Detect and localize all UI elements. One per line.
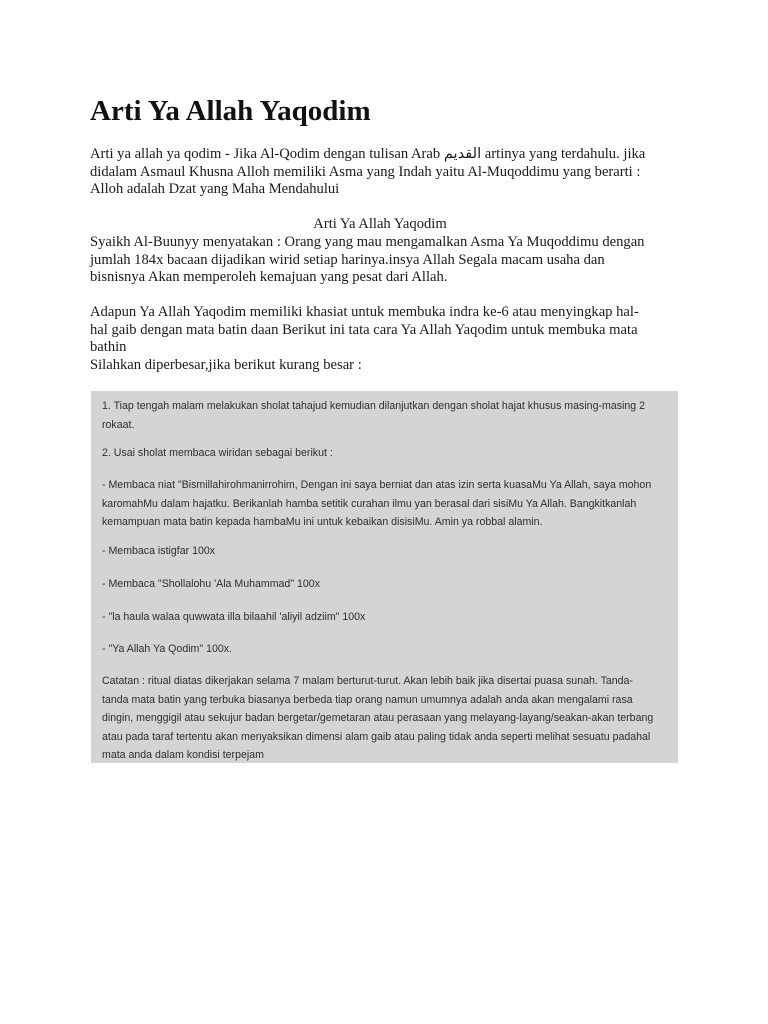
panel-line: - Membaca "Shollalohu 'Ala Muhammad" 100x <box>102 578 320 590</box>
page-title: Arti Ya Allah Yaqodim <box>90 95 371 127</box>
catatan-note <box>102 672 653 763</box>
paragraph-khasiat <box>90 304 690 374</box>
panel-line: - Membaca niat "Bismillahirohmanirrohim, Dengan ini saya berniat dan atas izin serta kuasaMu Ya Allah, saya mohon <box>102 479 652 491</box>
instructions-image-panel <box>91 391 678 763</box>
intro-line: didalam Asmaul Khusna Alloh memiliki Asma yang Indah yaitu Al-Muqoddimu yang berarti : <box>90 163 641 180</box>
panel-line: 1. Tiap tengah malam melakukan sholat tahajud kemudian dilanjutkan dengan sholat hajat khusus masing-masing 2 <box>102 400 645 412</box>
paragraph-buunyy <box>90 234 690 287</box>
panel-line: 2. Usai sholat membaca wiridan sebagai berikut : <box>102 447 333 459</box>
yaqodim-item <box>102 640 232 659</box>
panel-line: atau pada taraf tertentu akan menyaksikan dimensi alam gaib atau paling tidak anda seperti melihat sesuatu padahal <box>102 730 651 743</box>
panel-line: - "la haula walaa quwwata illa bilaahil 'aliyil adziim" 100x <box>102 611 366 623</box>
paragraph-line: Syaikh Al-Buunyy menyatakan : Orang yang mau mengamalkan Asma Ya Muqoddimu dengan <box>90 234 645 250</box>
paragraph-line: bathin <box>90 339 127 355</box>
niat-prayer <box>102 476 651 532</box>
panel-line: - Membaca istigfar 100x <box>102 545 216 557</box>
panel-line: Catatan : ritual diatas dikerjakan selama 7 malam berturut-turut. Akan lebih baik jika disertai puasa sunah. Tanda- <box>102 675 633 687</box>
step-1 <box>102 397 645 434</box>
hauqolah-item <box>102 608 365 627</box>
panel-line: dingin, menggigil atau sekujur badan bergetar/gemetaran atau perasaan yang melayang-layang/seakan-akan terbang <box>102 712 654 724</box>
panel-line: rokaat. <box>102 418 135 431</box>
paragraph-line: Silahkan diperbesar,jika berikut kurang besar : <box>90 356 362 373</box>
panel-line: - "Ya Allah Ya Qodim" 100x. <box>102 643 233 655</box>
intro-line: Alloh adalah Dzat yang Maha Mendahului <box>90 181 340 197</box>
intro-paragraph <box>90 146 690 199</box>
panel-line: tanda mata batin yang terbuka biasanya berbeda tiap orang namun umumnya adalah anda akan mengalami rasa <box>102 693 633 706</box>
panel-line: mata anda dalam kondisi terpejam <box>102 749 264 761</box>
paragraph-line: Adapun Ya Allah Yaqodim memiliki khasiat untuk membuka indra ke-6 atau menyingkap hal- <box>90 304 639 320</box>
center-heading: Arti Ya Allah Yaqodim <box>313 216 447 232</box>
istigfar-item <box>102 542 215 561</box>
sholawat-item <box>102 575 320 594</box>
paragraph-line: jumlah 184x bacaan dijadikan wirid setiap harinya.insya Allah Segala macam usaha dan <box>90 251 605 268</box>
panel-line: kemampuan mata batin kepada hambaMu ini untuk kebaikan disisiMu. Amin ya robbal alamin. <box>102 516 543 528</box>
step-2 <box>102 444 333 463</box>
paragraph-line: bisnisnya Akan memperoleh kemajuan yang pesat dari Allah. <box>90 269 448 285</box>
panel-line: karomahMu dalam hajatku. Berikanlah hamba setitik curahan ilmu yan berasal dari sisiMu Ya Allah. Bangkitkanlah <box>102 497 637 510</box>
intro-line: Arti ya allah ya qodim - Jika Al-Qodim dengan tulisan Arab القديم artinya yang terdahulu. jika <box>90 146 646 162</box>
paragraph-line: hal gaib dengan mata batin daan Berikut ini tata cara Ya Allah Yaqodim untuk membuka mata <box>90 321 638 338</box>
